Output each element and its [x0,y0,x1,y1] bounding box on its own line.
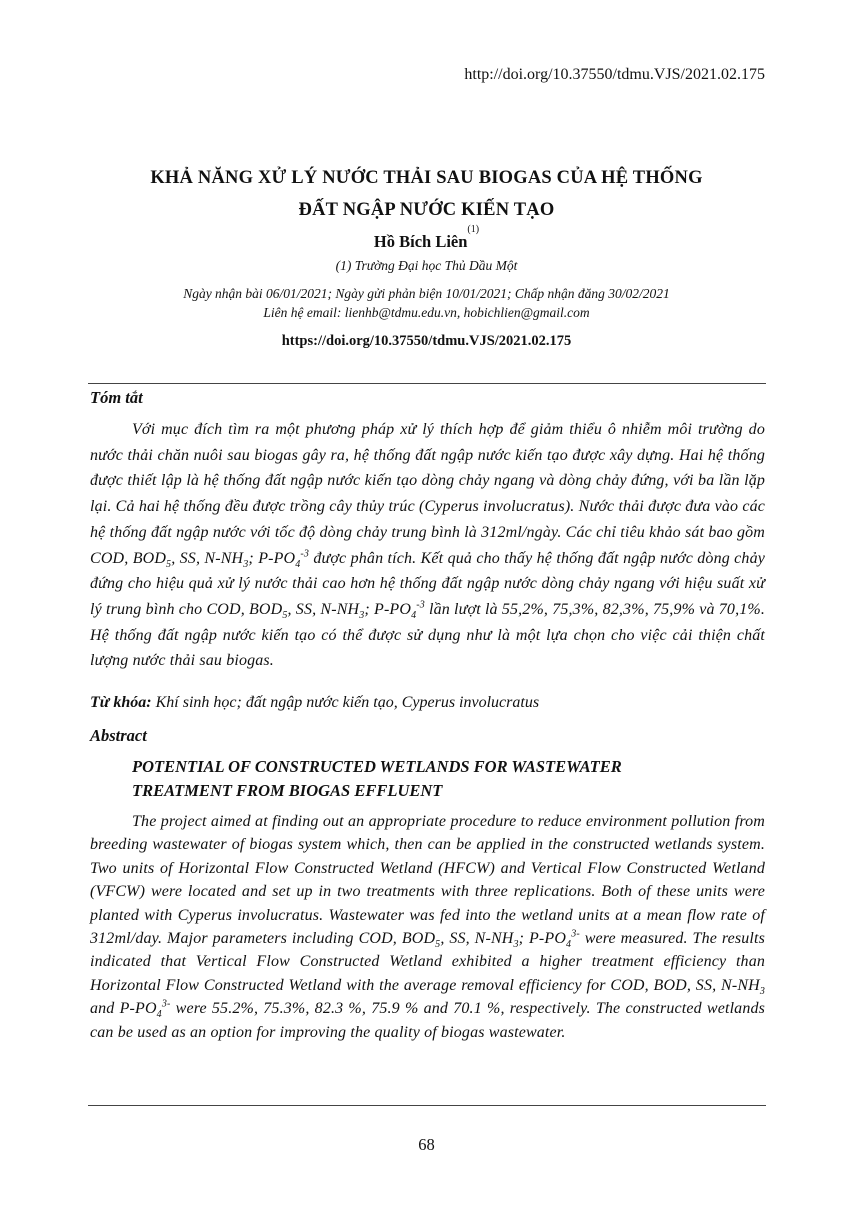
submission-dates: Ngày nhận bài 06/01/2021; Ngày gửi phản biện 10/01/2021; Chấp nhận đăng 30/02/2021 [183,286,670,301]
article-title-line-2: ĐẤT NGẬP NƯỚC KIẾN TẠO [298,200,555,220]
abstract-paragraph: The project aimed at finding out an appropriate procedure to reduce environment pollution from breeding wastewater of biogas system which, then can be applied in the constructed wetlands system. Two units of Horizontal Flow Constructed Wetland (HFCW) and Vertical Flow Constructed Wetland (VFCW) were located and set up in two treatments with three replications. Both of these units were planted with Cyperus involucratus. Wastewater was fed into the wetland units at a mean flow rate of 312ml/day. Major parameters including COD, $BOD_5$, SS, $N-NH_3$; $P-PO_4^{3-}$ were measured. The results indicated that Vertical Flow Constructed Wetland exhibited a higher treatment efficiency than Horizontal Flow Constructed Wetland with the average removal efficiency for COD, BOD, SS, $N-NH_3$ and $P-PO_4^{3-}$ were 55.2%, 75.3%, 82.3 %, 75.9 % and 70.1 %, respectively. The constructed wetlands can be used as an option for improving the quality of biogas wastewater. [90,813,766,1041]
bottom-divider [88,1105,766,1106]
page-number: 68 [418,1135,435,1154]
article-doi-link[interactable]: https://doi.org/10.37550/tdmu.VJS/2021.02.175 [281,333,572,349]
author-affiliation-mark: (1) [467,224,480,235]
tomtat-paragraph: Với mục đích tìm ra một phương pháp xử lý thích hợp để giảm thiểu ô nhiễm môi trường do nước thải chăn nuôi sau biogas gây ra, hệ thống đất ngập nước kiến tạo được xây dựng. Hai hệ thống được thiết lập là hệ thống đất ngập nước kiến tạo dòng chảy ngang và dòng chảy đứng, với ba lần lặp lại. Cả hai hệ thống đều được trồng cây thủy trúc (Cyperus involucratus). Nước thải được đưa vào các hệ thống đất ngập nước với tốc độ dòng chảy trung bình là 312ml/ngày. Các chỉ tiêu khảo sát bao gồm COD, $BOD_5$, SS, $N-NH_3$; $P-PO_4^{-3}$ được phân tích. Kết quả cho thấy hệ thống đất ngập nước dòng chảy đứng cho hiệu quả xử lý nước thải cao hơn hệ thống đất ngập nước dòng chảy ngang với hiệu suất xử lý trung bình cho COD, $BOD_5$, SS, $N-NH_3$; $P-PO_4^{-3}$ lần lượt là 55,2%, 75,3%, 82,3%, 75,9% và 70,1%. Hệ thống đất ngập nước kiến tạo có thể được sử dụng như là một lựa chọn cho việc cải thiện chất lượng nước thải sau biogas. [90,421,765,670]
english-title: POTENTIAL OF CONSTRUCTED WETLANDS FOR WASTEWATER TREATMENT FROM BIOGAS EFFLUENT [132,757,622,800]
abstract-heading: Abstract [90,726,147,745]
tomtat-heading: Tóm tắt [90,388,143,407]
contact-email[interactable]: Liên hệ email: lienhb@tdmu.edu.vn, hobichlien@gmail.com [263,305,590,320]
keywords [90,694,539,712]
header-doi-url[interactable]: http://doi.org/10.37550/tdmu.VJS/2021.02.175 [464,66,765,83]
author-name: Hồ Bích Liên [373,232,468,251]
article-title-line-1: KHẢ NĂNG XỬ LÝ NƯỚC THẢI SAU BIOGAS CỦA HỆ THỐNG [150,168,703,188]
affiliation: (1) Trường Đại học Thủ Dầu Một [335,258,518,273]
author [0,224,853,252]
keywords-text: Khí sinh học; đất ngập nước kiến tạo, Cyperus involucratus [151,694,540,711]
top-divider [88,383,766,384]
keywords-label: Từ khóa: [90,694,152,711]
